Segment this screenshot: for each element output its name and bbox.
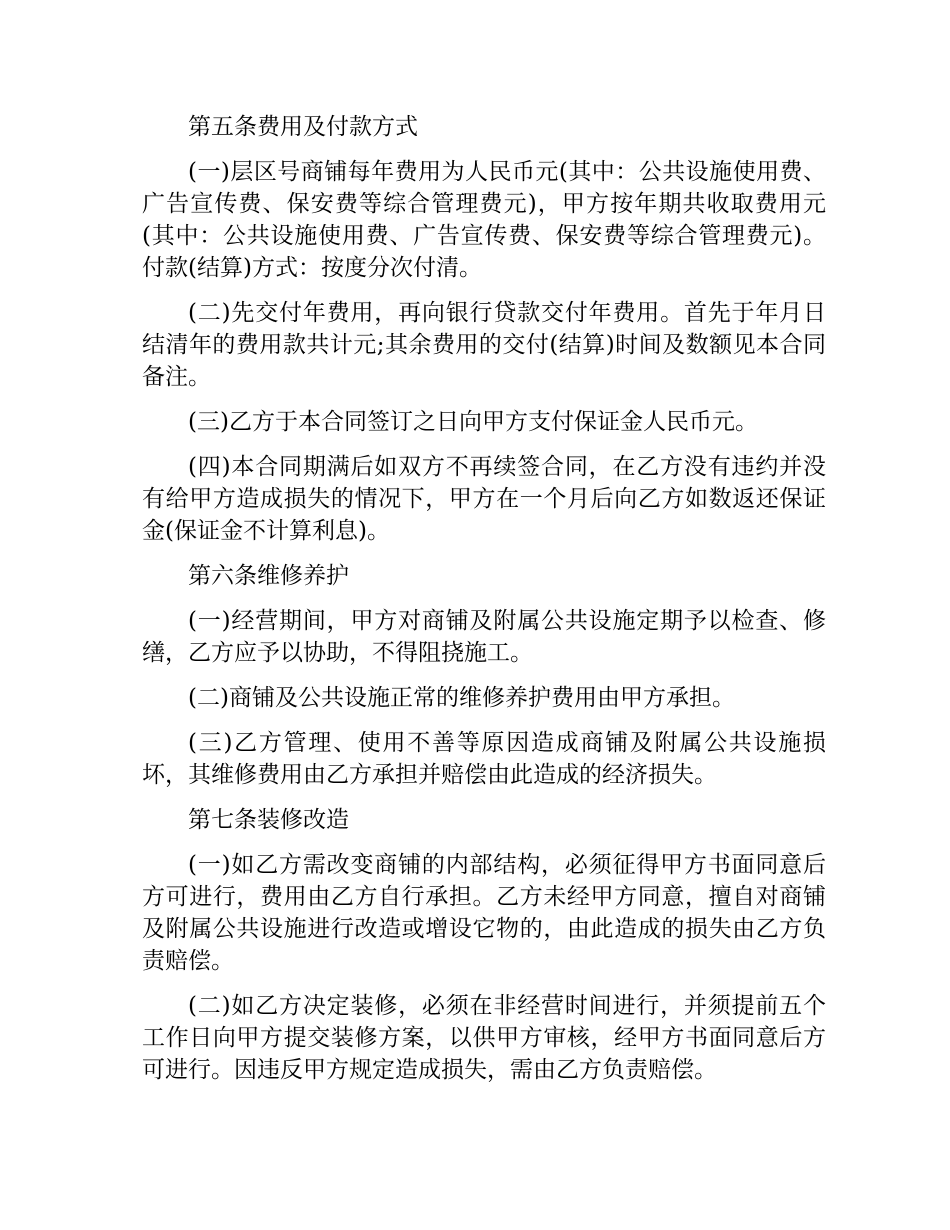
clause-6-2: (二)商铺及公共设施正常的维修养护费用由甲方承担。 [188, 685, 735, 711]
clause-5-3: (三)乙方于本合同签订之日向甲方支付保证金人民币元。 [188, 409, 758, 435]
section-heading-article-7: 第七条装修改造 [188, 807, 349, 833]
clause-6-3: (三)乙方管理、使用不善等原因造成商铺及附属公共设施损坏，其维修费用由乙方承担并赔偿由此造成的经济损失。 [142, 730, 826, 788]
document-page [142, 111, 826, 1099]
clause-5-1: (一)层区号商铺每年费用为人民币元(其中：公共设施使用费、广告宣传费、保安费等综合管理费元)，甲方按年期共收取费用元(其中：公共设施使用费、广告宣传费、保安费等综合管理费元)。付款(结算)方式：按度分次付清。 [142, 159, 826, 281]
section-heading-article-5: 第五条费用及付款方式 [188, 114, 418, 140]
section-heading-article-6: 第六条维修养护 [188, 563, 349, 589]
clause-7-1: (一)如乙方需改变商铺的内部结构，必须征得甲方书面同意后方可进行，费用由乙方自行承担。乙方未经甲方同意，擅自对商铺及附属公共设施进行改造或增设它物的，由此造成的损失由乙方负责赔偿。 [142, 852, 826, 974]
clause-5-4: (四)本合同期满后如双方不再续签合同，在乙方没有违约并没有给甲方造成损失的情况下，甲方在一个月后向乙方如数返还保证金(保证金不计算利息)。 [142, 454, 826, 544]
clause-7-2: (二)如乙方决定装修，必须在非经营时间进行，并须提前五个工作日向甲方提交装修方案，以供甲方审核，经甲方书面同意后方可进行。因违反甲方规定造成损失，需由乙方负责赔偿。 [142, 993, 826, 1083]
clause-6-1: (一)经营期间，甲方对商铺及附属公共设施定期予以检查、修缮，乙方应予以协助，不得阻挠施工。 [142, 608, 826, 666]
clause-5-2: (二)先交付年费用，再向银行贷款交付年费用。首先于年月日结清年的费用款共计元;其余费用的交付(结算)时间及数额见本合同备注。 [142, 300, 826, 390]
